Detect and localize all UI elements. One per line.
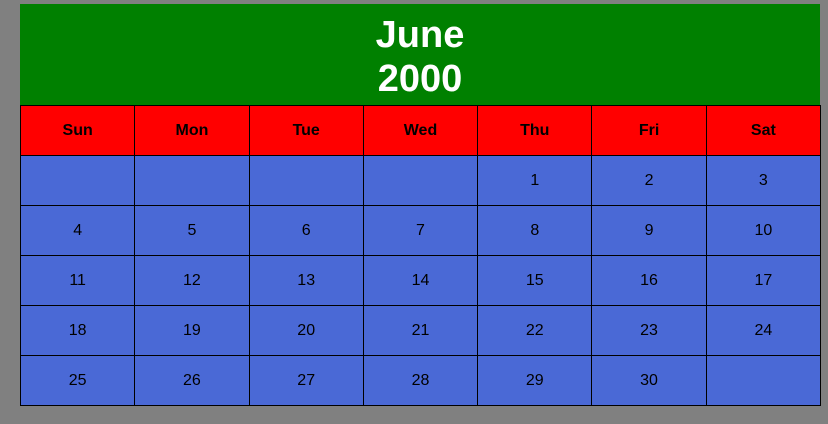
day-cell: 3 bbox=[706, 156, 820, 206]
day-cell: 16 bbox=[592, 256, 706, 306]
day-cell: 21 bbox=[363, 306, 477, 356]
week-row-3 bbox=[21, 256, 821, 306]
day-cell: 1 bbox=[478, 156, 592, 206]
day-cell: 17 bbox=[706, 256, 820, 306]
year-title: 2000 bbox=[377, 58, 463, 100]
day-cell: 25 bbox=[21, 356, 135, 406]
calendar-header bbox=[20, 4, 820, 105]
day-cell: 5 bbox=[135, 206, 249, 256]
day-cell: 27 bbox=[249, 356, 363, 406]
calendar-grid bbox=[20, 105, 821, 406]
day-cell: 13 bbox=[249, 256, 363, 306]
day-cell: 29 bbox=[478, 356, 592, 406]
day-cell: 9 bbox=[592, 206, 706, 256]
day-cell bbox=[706, 356, 820, 406]
day-cell: 8 bbox=[478, 206, 592, 256]
day-cell: 15 bbox=[478, 256, 592, 306]
week-row-4 bbox=[21, 306, 821, 356]
weekday-wed: Wed bbox=[363, 106, 477, 156]
weekday-sat: Sat bbox=[706, 106, 820, 156]
weekday-mon: Mon bbox=[135, 106, 249, 156]
day-cell: 26 bbox=[135, 356, 249, 406]
day-cell: 19 bbox=[135, 306, 249, 356]
day-cell: 20 bbox=[249, 306, 363, 356]
week-row-5 bbox=[21, 356, 821, 406]
day-cell: 18 bbox=[21, 306, 135, 356]
day-cell: 23 bbox=[592, 306, 706, 356]
day-cell: 28 bbox=[363, 356, 477, 406]
day-cell: 4 bbox=[21, 206, 135, 256]
day-cell: 22 bbox=[478, 306, 592, 356]
week-row-1 bbox=[21, 156, 821, 206]
day-cell: 11 bbox=[21, 256, 135, 306]
day-cell bbox=[135, 156, 249, 206]
weekday-fri: Fri bbox=[592, 106, 706, 156]
day-cell: 24 bbox=[706, 306, 820, 356]
weekday-tue: Tue bbox=[249, 106, 363, 156]
day-cell: 14 bbox=[363, 256, 477, 306]
day-cell bbox=[21, 156, 135, 206]
day-cell: 12 bbox=[135, 256, 249, 306]
calendar bbox=[20, 4, 820, 406]
day-cell: 30 bbox=[592, 356, 706, 406]
day-cell: 2 bbox=[592, 156, 706, 206]
week-row-2 bbox=[21, 206, 821, 256]
day-cell: 6 bbox=[249, 206, 363, 256]
month-title: June bbox=[375, 14, 465, 56]
day-cell: 7 bbox=[363, 206, 477, 256]
day-cell bbox=[363, 156, 477, 206]
day-cell: 10 bbox=[706, 206, 820, 256]
weekday-thu: Thu bbox=[478, 106, 592, 156]
weekday-sun: Sun bbox=[21, 106, 135, 156]
day-cell bbox=[249, 156, 363, 206]
weekday-header-row bbox=[21, 106, 821, 156]
